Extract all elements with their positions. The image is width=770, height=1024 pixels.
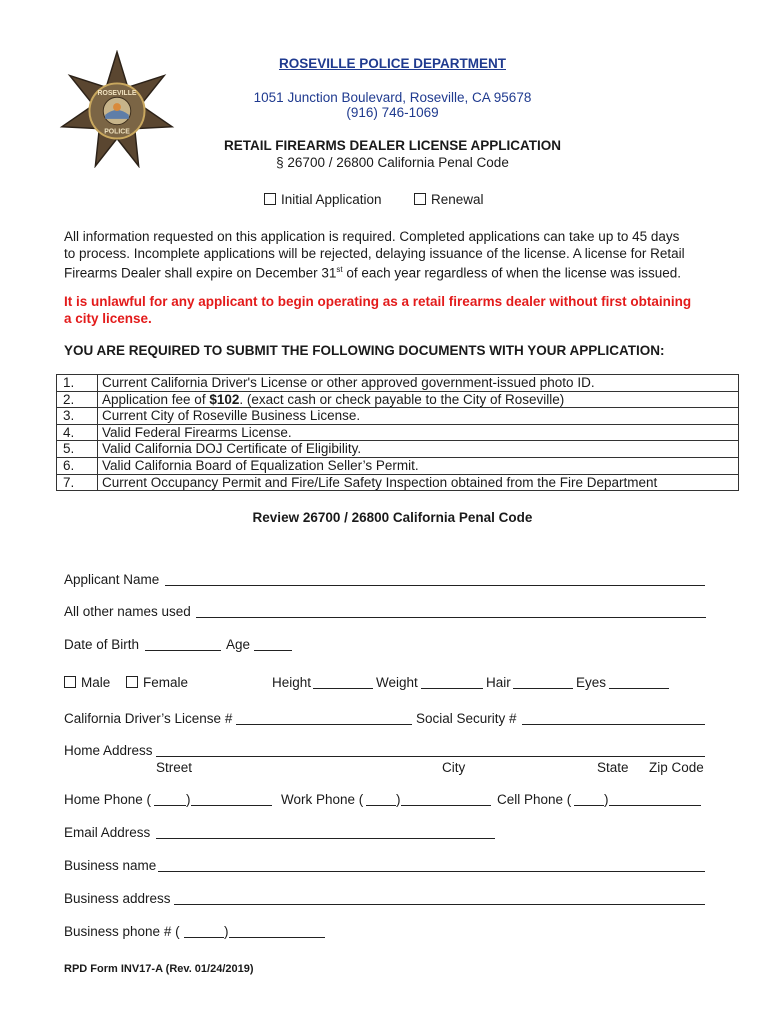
warning-paragraph [64,294,714,327]
intro-paragraph [64,229,714,282]
required-documents-heading: YOU ARE REQUIRED TO SUBMIT THE FOLLOWING DOCUMENTS WITH YOUR APPLICATION: [64,343,665,358]
intro-line-2: to process. Incomplete applications will be rejected, delaying issuance of the license. A license for Retail [64,245,685,261]
police-badge-logo [58,50,176,168]
renewal-option[interactable] [414,192,484,207]
business-address-field[interactable] [174,904,705,905]
drivers-license-field[interactable] [236,724,412,725]
dob-label: Date of Birth [64,637,140,652]
applicant-name-label: Applicant Name [64,572,160,587]
table-row: 7. Current Occupancy Permit and Fire/Life Safety Inspection obtained from the Fire Department [57,474,739,491]
initial-application-checkbox[interactable] [264,193,276,205]
renewal-checkbox[interactable] [414,193,426,205]
home-address-field[interactable] [156,756,705,757]
intro-line-3: Firearms Dealer shall expire on December 31st of each year regardless of when the license was issued. [64,265,682,281]
home-address-label: Home Address [64,743,153,758]
business-phone-area-code-field[interactable] [184,937,224,938]
business-phone-label: Business phone # ( [64,924,180,939]
renewal-label: Renewal [431,192,484,207]
work-phone-number-field[interactable] [401,805,491,806]
ssn-label: Social Security # [416,711,517,726]
weight-label: Weight [376,675,418,690]
badge-top-text: ROSEVILLE [97,90,137,98]
business-phone-paren: ) [224,924,229,939]
home-phone-area-code-field[interactable] [154,805,186,806]
hair-field[interactable] [513,688,573,689]
applicant-name-field[interactable] [165,585,705,586]
initial-application-option[interactable] [264,192,382,207]
weight-field[interactable] [421,688,483,689]
eyes-label: Eyes [576,675,607,690]
state-sublabel: State [597,760,629,775]
intro-line-1: All information requested on this application is required. Completed applications can take up to 45 days [64,229,680,244]
required-documents-table [56,374,739,491]
business-address-label: Business address [64,891,171,906]
male-checkbox[interactable] [64,676,76,688]
work-phone-paren: ) [396,792,401,807]
business-phone-number-field[interactable] [229,937,325,938]
cell-phone-area-code-field[interactable] [574,805,604,806]
business-name-field[interactable] [158,871,705,872]
table-row: 6. Valid California Board of Equalization Seller’s Permit. [57,457,739,474]
zip-sublabel: Zip Code [649,760,704,775]
ssn-field[interactable] [522,724,705,725]
department-name: ROSEVILLE POLICE DEPARTMENT [278,56,506,71]
penal-code-reference: § 26700 / 26800 California Penal Code [276,155,509,170]
height-field[interactable] [313,688,373,689]
department-address: 1051 Junction Boulevard, Roseville, CA 95678 [253,90,532,105]
table-row: 5. Valid California DOJ Certificate of Eligibility. [57,441,739,458]
home-phone-paren: ) [186,792,191,807]
email-label: Email Address [64,825,151,840]
other-names-label: All other names used [64,604,191,619]
work-phone-area-code-field[interactable] [366,805,396,806]
table-row: 4. Valid Federal Firearms License. [57,424,739,441]
cell-phone-label: Cell Phone ( [497,792,572,807]
home-phone-number-field[interactable] [191,805,272,806]
drivers-license-label: California Driver’s License # [64,711,233,726]
city-sublabel: City [442,760,466,775]
height-label: Height [272,675,312,690]
female-checkbox[interactable] [126,676,138,688]
cell-phone-number-field[interactable] [609,805,701,806]
eyes-field[interactable] [609,688,669,689]
department-phone: (916) 746-1069 [346,105,439,120]
warning-line-1: It is unlawful for any applicant to begin operating as a retail firearms dealer without first obtaining [64,294,692,309]
business-name-label: Business name [64,858,157,873]
form-footer: RPD Form INV17-A (Rev. 01/24/2019) [64,963,254,975]
other-names-field[interactable] [196,617,706,618]
age-label: Age [226,637,251,652]
age-field[interactable] [254,650,292,651]
hair-label: Hair [486,675,511,690]
home-phone-label: Home Phone ( [64,792,152,807]
female-option[interactable]: Female [126,675,188,690]
form-title: RETAIL FIREARMS DEALER LICENSE APPLICATION [223,138,561,153]
badge-bottom-text: POLICE [104,128,130,136]
table-row: 2. Application fee of $102. (exact cash or check payable to the City of Roseville) [57,391,739,408]
warning-line-2: a city license. [64,310,152,326]
street-sublabel: Street [156,760,193,775]
work-phone-label: Work Phone ( [281,792,364,807]
cell-phone-paren: ) [604,792,609,807]
review-heading: Review 26700 / 26800 California Penal Code [252,510,533,525]
table-row: 3. Current City of Roseville Business License. [57,408,739,425]
dob-field[interactable] [145,650,221,651]
table-row: 1. Current California Driver's License or other approved government-issued photo ID. [57,375,739,392]
email-field[interactable] [156,838,495,839]
initial-application-label: Initial Application [281,192,382,207]
male-option[interactable]: Male [64,675,110,690]
